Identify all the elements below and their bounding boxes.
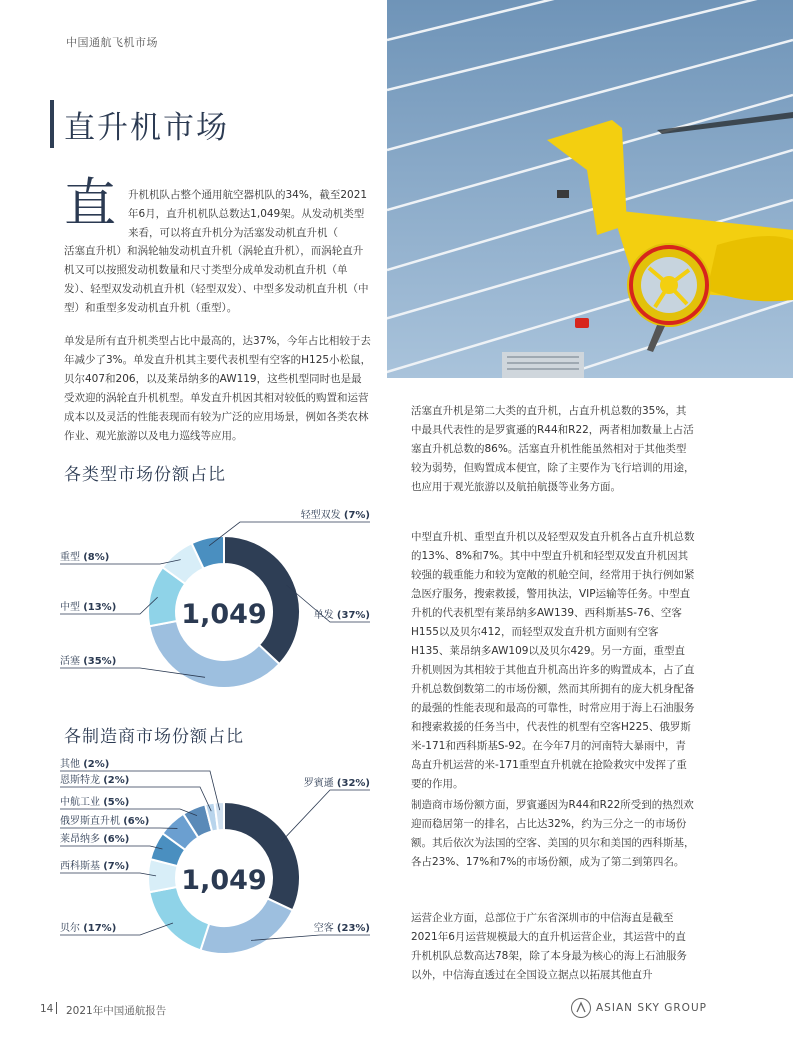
slice-label-0: 单发 (37%) [313,610,370,621]
leader-line-0 [281,790,370,842]
drop-cap: 直 [64,174,117,234]
slice-label-1: 空客 (23%) [313,923,370,934]
slice-label-0: 罗賓遜 (32%) [303,778,370,789]
chart1-title: 各类型市场份额占比 [64,465,226,485]
helicopter-photo [387,0,793,378]
report-title: 2021年中国通航报告 [66,1005,167,1017]
manufacturer-paragraph: 制造商市场份额方面，罗賓遜因为R44和R22所受到的热烈欢迎而稳居第一的排名，占比达32%，约为三分之一的市场份额。其后依次为法国的空客、美国的贝尔和美国的西科斯基，各占23%、17%和7%的市场份额，成为了第二到第四名。 [411,799,695,868]
donut-center-total: 1,049 [181,599,267,630]
slice-label-4: 轻型双发 (7%) [300,510,370,521]
title-accent-bar [50,100,54,148]
donut-slice-2 [149,887,209,950]
chart2-title: 各制造商市场份额占比 [64,727,244,747]
slice-label-6: 中航工业 (5%) [60,797,130,808]
footer-divider [56,1002,57,1014]
brand-name: ASIAN SKY GROUP [596,1002,707,1014]
page-title: 直升机市场 [64,110,229,146]
slice-label-4: 莱昂纳多 (6%) [60,834,130,845]
leader-line-3 [60,873,156,876]
slice-label-5: 俄罗斯直升机 (6%) [60,816,150,827]
slice-label-3: 重型 (8%) [60,552,110,563]
donut-slice-1 [201,898,293,954]
intro-paragraph: 活塞直升机）和涡轮轴发动机直升机（涡轮直升机），而涡轮直升机又可以按照发动机数量和尺寸类型分成单发动机直升机（单发）、轻型双发动机直升机（轻型双发）、中型多发动机直升机（中型）和重型多发动机直升机（重型）。 [64,245,369,314]
page-number: 14 [40,1003,54,1015]
slice-label-2: 中型 (13%) [60,602,117,613]
operator-paragraph: 运营企业方面，总部位于广东省深圳市的中信海直是截至2021年6月运营规模最大的直升机运营企业，其运营中的直升机机队总数高达78架，除了本身最为核心的海上石油服务以外，中信海直透过在全国设立据点以拓展其他直升 [411,912,687,981]
slice-label-3: 西科斯基 (7%) [60,861,130,872]
slice-label-1: 活塞 (35%) [60,656,117,667]
asian-sky-logo-icon [571,998,591,1018]
slice-label-7: 恩斯特龙 (2%) [60,775,130,786]
piston-paragraph: 活塞直升机是第二大类的直升机，占直升机总数的35%，其中最具代表性的是罗賓遜的R44和R22，两者相加数量上占活塞直升机总数的86%。活塞直升机性能虽然相对于其他类型较为弱势，但购置成本便宜，除了主要作为飞行培训的用途，也应用于观光旅游以及航拍航摄等业务方面。 [411,405,695,493]
running-header: 中国通航飞机市场 [66,36,158,49]
single-engine-paragraph: 单发是所有直升机类型占比中最高的，达37%，今年占比相较于去年减少了3%。单发直升机其主要代表机型有空客的H125小松鼠，贝尔407和206，以及莱昂纳多的AW119，这些机型同时也是最受欢迎的涡轮直升机机型。单发直升机因其相对较低的购置和运营成本以及灵活的性能表现而有较为广泛的应用场景，例如各类农林作业、观光旅游以及电力巡线等应用。 [64,335,372,442]
donut-slice-1 [149,621,279,688]
slice-label-2: 贝尔 (17%) [60,923,117,934]
manufacturer-share-chart [40,750,380,960]
intro-first-lines: 升机机队占整个通用航空器机队的34%，截至2021年6月，直升机机队总数达1,049架。从发动机类型来看，可以将直升机分为活塞发动机直升机（ [128,189,368,239]
leader-line-6 [60,809,197,816]
type-share-chart [40,490,380,700]
medium-heavy-paragraph: 中型直升机、重型直升机以及轻型双发直升机各占直升机总数的13%、8%和7%。其中中型直升机和轻型双发直升机因其较强的载重能力和较为宽敞的机舱空间，经常用于执行例如紧急医疗服务，搜索救援，警用执法，VIP运输等任务。中型直升机的代表机型有莱昂纳多AW139、西科斯基S-76、空客H155以及贝尔412，而轻型双发直升机方面则有空客H135、莱昂纳多AW109以及贝尔429。另一方面，重型直升机则因为其相较于其他直升机高出许多的购置成本，占了直升机总数倒数第二的市场份额，然而其所拥有的庞大机身配备的最强的性能表现和最高的可靠性，时常应用于海上石油服务和搜索救援的任务当中，代表性的机型有空客H225、俄罗斯米-171和西科斯基S-92。在今年7月的河南特大暴雨中，青岛直升机运营的米-171重型直升机就在抢险救灾中发挥了重要的作用。 [411,531,695,790]
slice-label-8: 其他 (2%) [60,759,110,770]
donut-center-total: 1,049 [181,865,267,896]
leader-line-4 [60,846,162,849]
